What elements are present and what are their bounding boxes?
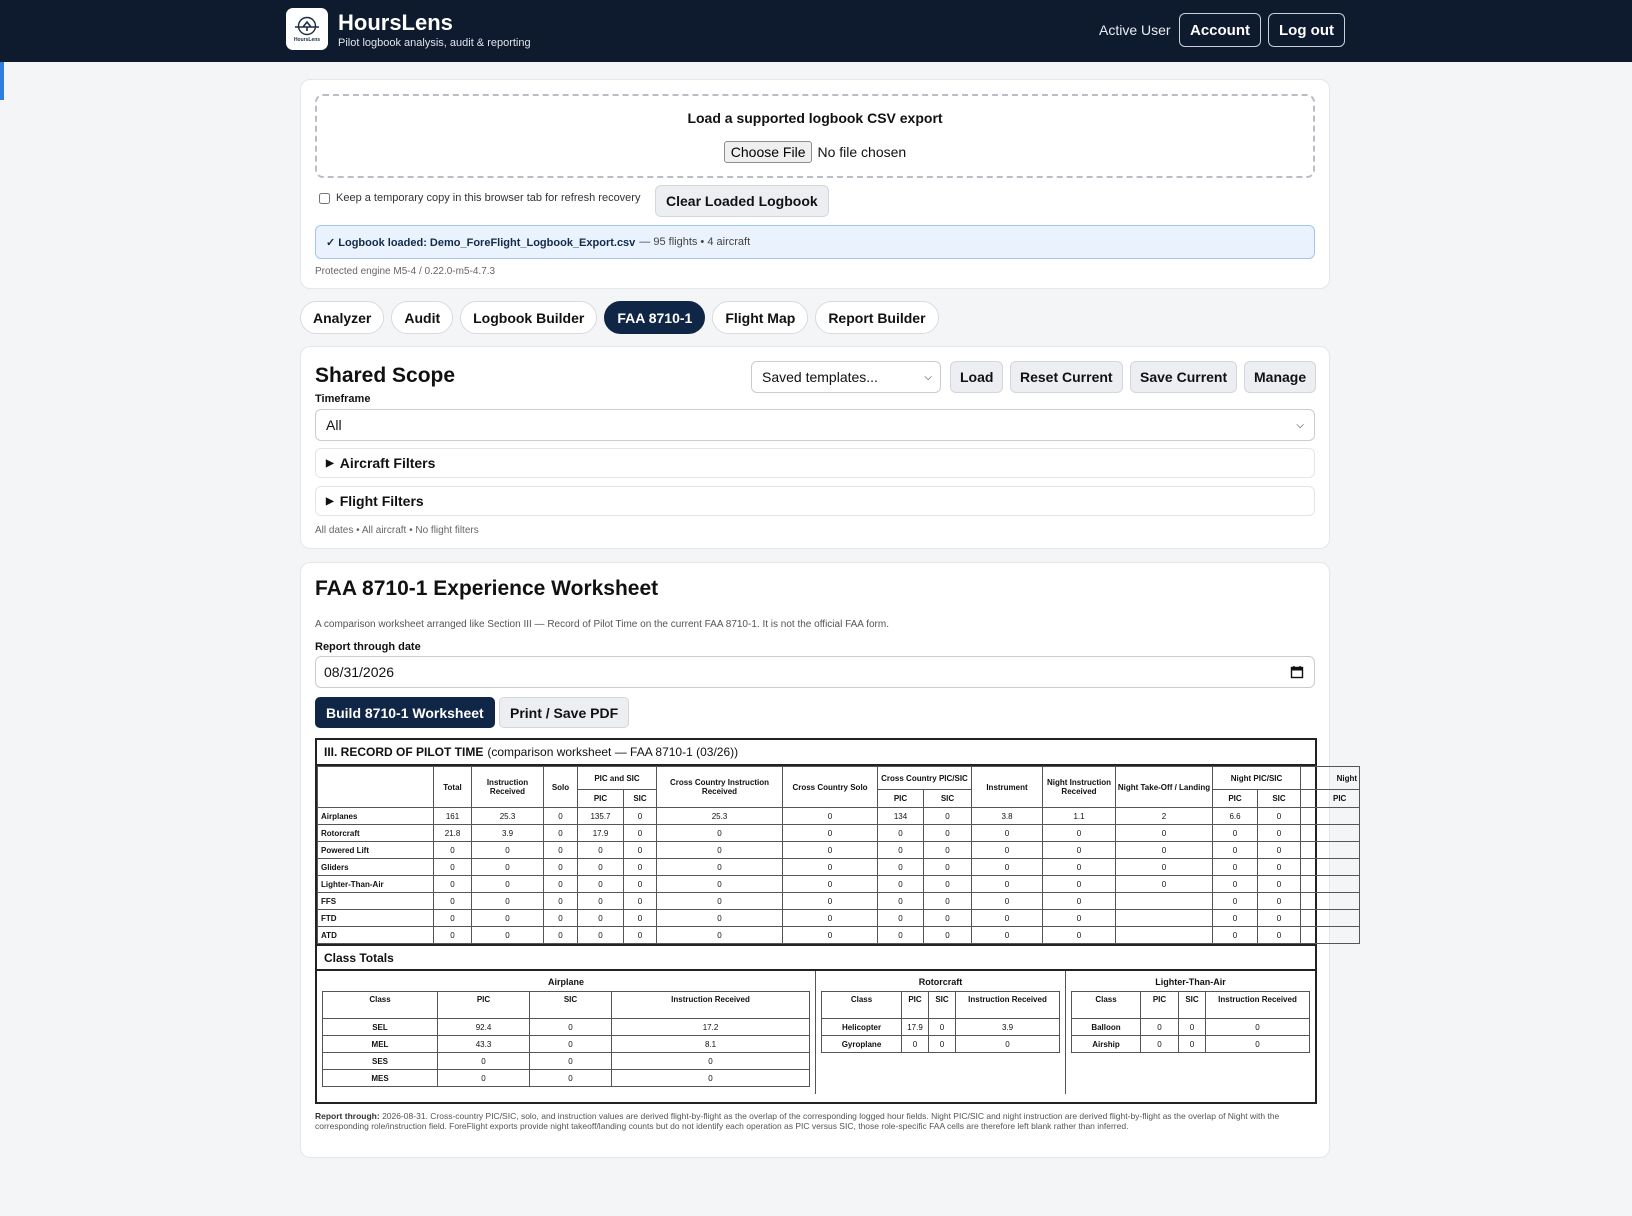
chevron-down-icon: ⌵ — [924, 371, 932, 383]
table-cell: 0 — [657, 927, 783, 944]
triangle-right-icon: ▶ — [326, 457, 334, 469]
class-row — [323, 1019, 810, 1036]
table-cell — [1301, 825, 1360, 842]
th-sic: SIC — [530, 992, 612, 1019]
table-cell: 0 — [1116, 859, 1213, 876]
table-cell: 0 — [1043, 859, 1116, 876]
table-row — [318, 893, 1360, 910]
table-cell: 0 — [578, 893, 624, 910]
table-cell: 0 — [1213, 876, 1258, 893]
table-cell: 0 — [1258, 859, 1301, 876]
row-label: Powered Lift — [318, 842, 434, 859]
class-row — [1072, 1019, 1310, 1036]
table-cell: 0 — [924, 842, 972, 859]
table-cell: 0 — [624, 893, 657, 910]
th-xc-pic-sic: Cross Country PIC/SIC — [878, 767, 972, 790]
build-worksheet-button[interactable]: Build 8710-1 Worksheet — [315, 697, 495, 728]
table-cell: 0 — [1258, 825, 1301, 842]
table-cell: 0 — [783, 842, 878, 859]
class-name: Gyroplane — [822, 1036, 902, 1053]
th-solo: Solo — [544, 767, 578, 808]
worksheet-footnote — [315, 1111, 1315, 1131]
class-cell: 43.3 — [438, 1036, 530, 1053]
th-sic: SIC — [624, 790, 657, 808]
table-cell — [1301, 910, 1360, 927]
table-cell: 0 — [1258, 927, 1301, 944]
table-cell: 0 — [578, 842, 624, 859]
class-cell: 0 — [929, 1036, 956, 1053]
table-cell: 3.8 — [972, 808, 1043, 825]
table-cell: 0 — [924, 893, 972, 910]
save-current-button[interactable]: Save Current — [1130, 361, 1237, 393]
th-class: Class — [822, 992, 902, 1019]
scope-title: Shared Scope — [315, 364, 456, 387]
class-cell: 3.9 — [956, 1019, 1060, 1036]
table-cell: 0 — [783, 859, 878, 876]
table-cell: 0 — [657, 910, 783, 927]
tab-audit[interactable]: Audit — [391, 301, 453, 334]
flight-filters-label: Flight Filters — [339, 493, 424, 509]
brand-name: HoursLens — [338, 10, 453, 35]
lta-title: Lighter-Than-Air — [1155, 977, 1226, 987]
file-dropzone[interactable] — [315, 94, 1315, 178]
class-cell: 0 — [956, 1036, 1060, 1053]
table-cell: 0 — [1258, 893, 1301, 910]
class-cell: 17.9 — [902, 1019, 929, 1036]
file-input[interactable] — [317, 141, 1313, 163]
table-cell: 0 — [624, 825, 657, 842]
table-cell — [1301, 859, 1360, 876]
table-cell: 0 — [878, 859, 924, 876]
class-group-lighter-than-air — [1066, 971, 1315, 1094]
manage-templates-button[interactable]: Manage — [1244, 361, 1316, 393]
th-night-sic: SIC — [1258, 790, 1301, 808]
class-name: SEL — [323, 1019, 438, 1036]
table-cell: 0 — [657, 893, 783, 910]
th-xc-solo: Cross Country Solo — [783, 767, 878, 808]
table-cell — [1301, 893, 1360, 910]
table-cell: 0 — [544, 927, 578, 944]
worksheet-description: A comparison worksheet arranged like Section III — Record of Pilot Time on the current FAA 8710-1. It is not the official FAA form. — [315, 619, 889, 630]
th-night-pic: PIC — [1213, 790, 1258, 808]
class-cell: 0 — [902, 1036, 929, 1053]
class-cell: 0 — [530, 1019, 612, 1036]
loaded-status-banner — [315, 225, 1315, 259]
saved-templates-value: Saved templates... — [762, 369, 878, 385]
table-cell: 0 — [624, 842, 657, 859]
tab-logbook-builder[interactable]: Logbook Builder — [460, 301, 597, 334]
class-cell: 0 — [612, 1070, 810, 1087]
table-cell: 0 — [434, 876, 472, 893]
keep-copy-checkbox[interactable] — [319, 193, 330, 204]
account-button[interactable]: Account — [1179, 13, 1261, 47]
table-cell: 0 — [434, 893, 472, 910]
table-cell: 0 — [578, 859, 624, 876]
th-pic: PIC — [438, 992, 530, 1019]
th-sic: SIC — [929, 992, 956, 1019]
row-label: Lighter-Than-Air — [318, 876, 434, 893]
rotorcraft-title: Rotorcraft — [918, 977, 963, 987]
th-class: Class — [323, 992, 438, 1019]
class-cell: 0 — [929, 1019, 956, 1036]
th-night-pic-sic: Night PIC/SIC — [1213, 767, 1301, 790]
table-cell: 0 — [657, 876, 783, 893]
keep-copy-option[interactable] — [319, 192, 640, 204]
logo-text: HoursLens — [293, 36, 321, 43]
class-totals — [317, 971, 1315, 1094]
aircraft-filters-label: Aircraft Filters — [339, 455, 436, 471]
table-row — [318, 876, 1360, 893]
report-date-value: 08/31/2026 — [324, 664, 395, 680]
table-cell: 0 — [878, 910, 924, 927]
table-cell: 0 — [924, 825, 972, 842]
calendar-icon[interactable] — [1290, 665, 1304, 679]
class-totals-title: Class Totals — [317, 944, 1315, 971]
table-cell: 0 — [472, 927, 544, 944]
airplane-icon — [294, 16, 320, 36]
th-night-partial: Night — [1301, 767, 1360, 790]
table-cell — [1116, 910, 1213, 927]
table-row — [318, 859, 1360, 876]
table-cell: 0 — [783, 808, 878, 825]
th-pic: PIC — [1141, 992, 1179, 1019]
table-cell: 6.6 — [1213, 808, 1258, 825]
table-cell: 0 — [972, 910, 1043, 927]
row-label: Airplanes — [318, 808, 434, 825]
th-night-takeoff-landing: Night Take-Off / Landing — [1116, 767, 1213, 808]
th-xc-instruction: Cross Country Instruction Received — [657, 767, 783, 808]
class-row — [1072, 1036, 1310, 1053]
class-cell: 0 — [1141, 1036, 1179, 1053]
row-label: FTD — [318, 910, 434, 927]
print-pdf-button[interactable]: Print / Save PDF — [499, 697, 629, 728]
table-cell: 0 — [1213, 893, 1258, 910]
table-cell: 0 — [544, 825, 578, 842]
report-date-input[interactable] — [315, 656, 1315, 688]
loaded-file-meta: — 95 flights • 4 aircraft — [639, 236, 751, 248]
section-subtitle: (comparison worksheet — FAA 8710-1 (03/26)) — [487, 745, 739, 759]
aircraft-filters-toggle[interactable] — [315, 448, 1315, 478]
class-cell: 17.2 — [612, 1019, 810, 1036]
th-pic-and-sic: PIC and SIC — [578, 767, 657, 790]
class-cell: 0 — [1179, 1019, 1206, 1036]
table-cell: 0 — [878, 842, 924, 859]
table-cell: 0 — [434, 842, 472, 859]
row-label: Gliders — [318, 859, 434, 876]
table-cell: 0 — [972, 893, 1043, 910]
table-cell: 0 — [657, 825, 783, 842]
triangle-right-icon: ▶ — [326, 495, 334, 507]
table-cell: 0 — [1043, 893, 1116, 910]
table-cell — [1301, 927, 1360, 944]
choose-file-button[interactable]: Choose File — [724, 141, 813, 163]
class-cell: 0 — [612, 1053, 810, 1070]
record-of-pilot-time-form — [315, 738, 1357, 1104]
table-cell: 0 — [783, 910, 878, 927]
class-cell: 0 — [530, 1036, 612, 1053]
table-cell: 3.9 — [472, 825, 544, 842]
table-row — [318, 927, 1360, 944]
table-cell: 17.9 — [578, 825, 624, 842]
table-cell: 0 — [1043, 927, 1116, 944]
class-row — [323, 1036, 810, 1053]
class-cell: 0 — [530, 1053, 612, 1070]
class-group-airplane — [317, 971, 816, 1094]
load-template-button[interactable]: Load — [950, 361, 1003, 393]
tab-report-builder[interactable]: Report Builder — [815, 301, 938, 334]
table-cell: 25.3 — [472, 808, 544, 825]
keep-copy-label: Keep a temporary copy in this browser tab for refresh recovery — [336, 192, 641, 204]
dropzone-title: Load a supported logbook CSV export — [687, 110, 943, 126]
timeframe-value: All — [326, 417, 342, 433]
table-cell — [1116, 927, 1213, 944]
table-cell: 0 — [783, 876, 878, 893]
table-cell: 0 — [434, 859, 472, 876]
table-cell: 0 — [972, 859, 1043, 876]
th-instruction-received: Instruction Received — [956, 992, 1060, 1019]
table-cell: 0 — [624, 876, 657, 893]
table-cell: 0 — [472, 893, 544, 910]
th-pic: PIC — [578, 790, 624, 808]
section-header — [317, 740, 1315, 766]
chevron-down-icon: ⌵ — [1296, 419, 1304, 431]
table-cell: 0 — [1258, 910, 1301, 927]
table-row — [318, 842, 1360, 859]
reset-current-button[interactable]: Reset Current — [1010, 361, 1123, 393]
row-label: FFS — [318, 893, 434, 910]
table-cell: 0 — [544, 893, 578, 910]
row-label: Rotorcraft — [318, 825, 434, 842]
class-row — [323, 1053, 810, 1070]
table-cell: 0 — [1116, 842, 1213, 859]
th-night-partial-pic: PIC — [1301, 790, 1360, 808]
table-cell: 0 — [1043, 825, 1116, 842]
file-status: No file chosen — [817, 144, 907, 160]
table-cell: 0 — [1258, 842, 1301, 859]
table-cell: 2 — [1116, 808, 1213, 825]
class-row — [323, 1070, 810, 1087]
table-cell: 0 — [878, 876, 924, 893]
class-row — [822, 1019, 1060, 1036]
engine-version: Protected engine M5-4 / 0.22.0-m5-4.7.3 — [315, 266, 496, 277]
table-cell: 0 — [624, 808, 657, 825]
table-cell: 0 — [544, 808, 578, 825]
loaded-file-name: ✓ Logbook loaded: Demo_ForeFlight_Logbook_Export.csv — [326, 236, 636, 249]
saved-templates-select[interactable] — [751, 361, 941, 393]
class-cell: 0 — [530, 1070, 612, 1087]
table-cell: 0 — [1043, 876, 1116, 893]
tab-flight-map[interactable]: Flight Map — [712, 301, 808, 334]
table-corner — [318, 767, 434, 808]
table-cell: 0 — [972, 842, 1043, 859]
class-cell: 92.4 — [438, 1019, 530, 1036]
table-cell — [1301, 842, 1360, 859]
th-xc-sic: SIC — [924, 790, 972, 808]
table-cell: 0 — [1213, 859, 1258, 876]
clear-logbook-button[interactable]: Clear Loaded Logbook — [655, 185, 829, 217]
table-cell: 0 — [878, 825, 924, 842]
table-cell: 135.7 — [578, 808, 624, 825]
tab-analyzer[interactable]: Analyzer — [300, 301, 384, 334]
table-cell: 0 — [878, 893, 924, 910]
table-cell: 0 — [624, 859, 657, 876]
worksheet-card — [300, 562, 1357, 1158]
class-cell: 0 — [1206, 1019, 1310, 1036]
top-bar — [0, 0, 1632, 62]
logout-button[interactable]: Log out — [1268, 13, 1345, 47]
table-cell: 21.8 — [434, 825, 472, 842]
table-cell: 0 — [472, 859, 544, 876]
table-row — [318, 910, 1360, 927]
airplane-class-table — [322, 991, 810, 1087]
th-class: Class — [1072, 992, 1141, 1019]
table-cell: 0 — [544, 910, 578, 927]
table-cell: 161 — [434, 808, 472, 825]
table-cell: 0 — [657, 859, 783, 876]
table-cell: 0 — [972, 825, 1043, 842]
class-name: Airship — [1072, 1036, 1141, 1053]
class-cell: 0 — [1179, 1036, 1206, 1053]
table-cell: 0 — [1043, 842, 1116, 859]
table-cell: 0 — [972, 876, 1043, 893]
footnote-text: 2026-08-31. Cross-country PIC/SIC, solo, and instruction values are derived flight-by-flight as the overlap of the corresponding logged hour fields. Night PIC/SIC and night instruction are derived flight-by-flight as the overlap of Night with the corresponding role/instruction field. ForeFlight exports provide night takeoff/landing counts but do not identify each operation as PIC versus SIC, those role-specific FAA cells are therefore left blank rather than inferred. — [315, 1111, 1280, 1131]
row-label: ATD — [318, 927, 434, 944]
table-cell: 0 — [924, 910, 972, 927]
table-cell: 134 — [878, 808, 924, 825]
th-xc-pic: PIC — [878, 790, 924, 808]
th-pic: PIC — [902, 992, 929, 1019]
table-cell: 0 — [434, 910, 472, 927]
class-cell: 0 — [438, 1070, 530, 1087]
class-cell: 0 — [1206, 1036, 1310, 1053]
table-cell: 0 — [1116, 825, 1213, 842]
table-cell: 0 — [434, 927, 472, 944]
main-tabs — [300, 301, 939, 334]
table-cell: 0 — [878, 927, 924, 944]
app-logo — [286, 8, 328, 50]
pilot-time-table — [317, 766, 1360, 944]
shared-scope-card — [300, 346, 1330, 549]
table-cell — [1116, 893, 1213, 910]
scroll-indicator — [0, 62, 4, 100]
table-cell: 0 — [1258, 876, 1301, 893]
table-cell: 1.1 — [1043, 808, 1116, 825]
table-cell — [1301, 876, 1360, 893]
table-cell: 0 — [1213, 910, 1258, 927]
worksheet-title: FAA 8710-1 Experience Worksheet — [315, 577, 659, 600]
timeframe-label: Timeframe — [315, 393, 371, 405]
lta-class-table — [1071, 991, 1310, 1053]
th-instruction-received: Instruction Received — [472, 767, 544, 808]
table-cell: 0 — [624, 927, 657, 944]
th-sic: SIC — [1179, 992, 1206, 1019]
table-cell: 0 — [657, 842, 783, 859]
brand-tagline: Pilot logbook analysis, audit & reporting — [338, 37, 531, 49]
table-cell: 25.3 — [657, 808, 783, 825]
class-group-rotorcraft — [816, 971, 1066, 1094]
class-cell: 8.1 — [612, 1036, 810, 1053]
class-name: Helicopter — [822, 1019, 902, 1036]
class-row — [822, 1036, 1060, 1053]
table-cell: 0 — [624, 910, 657, 927]
table-cell: 0 — [1258, 808, 1301, 825]
table-cell: 0 — [924, 927, 972, 944]
table-cell: 0 — [544, 842, 578, 859]
table-cell: 0 — [972, 927, 1043, 944]
airplane-title: Airplane — [547, 977, 584, 987]
footnote-label: Report through: — [315, 1111, 380, 1121]
table-cell: 0 — [783, 927, 878, 944]
table-row — [318, 808, 1360, 825]
table-cell: 0 — [578, 876, 624, 893]
table-cell: 0 — [924, 876, 972, 893]
table-cell — [1301, 808, 1360, 825]
table-cell: 0 — [544, 876, 578, 893]
table-cell: 0 — [924, 808, 972, 825]
th-night-instruction: Night Instruction Received — [1043, 767, 1116, 808]
table-cell: 0 — [472, 876, 544, 893]
class-cell: 0 — [1141, 1019, 1179, 1036]
th-total: Total — [434, 767, 472, 808]
th-instruction-received: Instruction Received — [612, 992, 810, 1019]
timeframe-select[interactable] — [315, 409, 1315, 441]
class-name: Balloon — [1072, 1019, 1141, 1036]
table-cell: 0 — [1213, 825, 1258, 842]
scope-summary: All dates • All aircraft • No flight filters — [315, 525, 479, 536]
class-name: MES — [323, 1070, 438, 1087]
table-row — [318, 825, 1360, 842]
th-instrument: Instrument — [972, 767, 1043, 808]
table-cell: 0 — [472, 842, 544, 859]
class-name: MEL — [323, 1036, 438, 1053]
table-cell: 0 — [1116, 876, 1213, 893]
table-cell: 0 — [783, 825, 878, 842]
table-cell: 0 — [1213, 842, 1258, 859]
table-cell: 0 — [783, 893, 878, 910]
active-user-label: Active User — [1099, 22, 1171, 38]
table-cell: 0 — [472, 910, 544, 927]
report-date-label: Report through date — [315, 641, 421, 653]
table-cell: 0 — [1213, 927, 1258, 944]
flight-filters-toggle[interactable] — [315, 486, 1315, 516]
table-cell: 0 — [1043, 910, 1116, 927]
section-title: III. RECORD OF PILOT TIME — [324, 745, 484, 759]
table-cell: 0 — [578, 927, 624, 944]
class-cell: 0 — [438, 1053, 530, 1070]
rotorcraft-class-table — [821, 991, 1060, 1053]
tab-faa-8710-1[interactable]: FAA 8710-1 — [604, 301, 705, 334]
class-name: SES — [323, 1053, 438, 1070]
th-instruction-received: Instruction Received — [1206, 992, 1310, 1019]
upload-card — [300, 79, 1330, 289]
table-cell: 0 — [924, 859, 972, 876]
table-cell: 0 — [578, 910, 624, 927]
table-cell: 0 — [544, 859, 578, 876]
